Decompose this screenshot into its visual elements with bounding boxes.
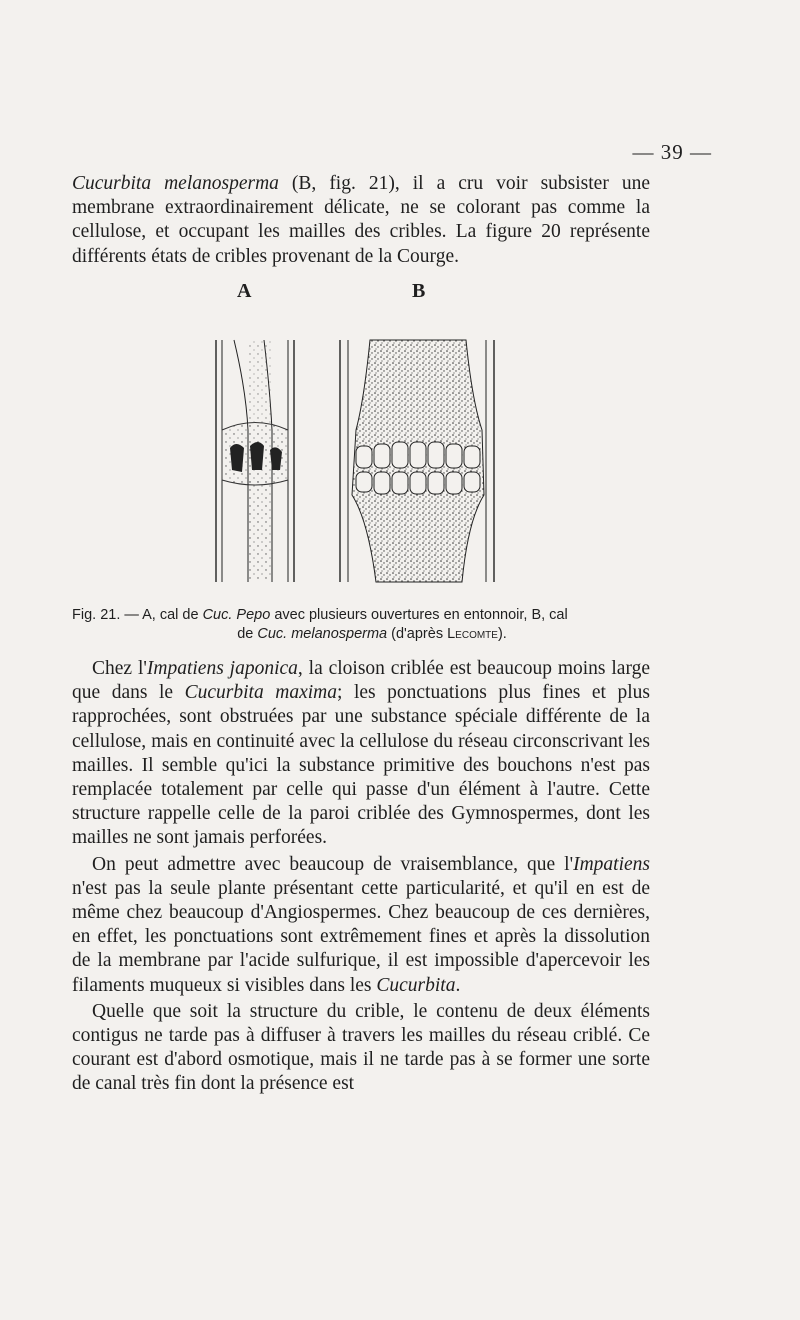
paragraph-2	[72, 853, 650, 998]
p1-text-c: ; les ponctuations plus fines et plus rapprochées, sont obstruées par une substance spéciale différente de la cellulose, mais en continuité avec la cellulose du réseau circonscrivant les mailles. Il semble qu'ici la substance primitive des bouchons n'est pas remplacée totalement par celle qui passe d'un élément à l'autre. Cette structure rappelle celle de la paroi criblée des Gymnospermes, dont les mailles ne sont jamais perforées.	[72, 682, 650, 849]
intro-paragraph	[72, 172, 650, 269]
paragraph-1	[72, 657, 650, 851]
body-text	[72, 657, 650, 1099]
caption-prefix: Fig. 21. — A, cal de	[72, 607, 203, 623]
sieve-plate-illustration	[200, 320, 520, 600]
p1-italic-1: Impatiens japonica	[146, 658, 298, 679]
intro-text: (B, fig. 21), il a cru voir subsister une membrane extraordinairement délicate, ne se colorant pas comme la cellulose, et occupant les mailles des cribles. La figure 20 représente différents états de cribles provenant de la Courge.	[72, 173, 650, 267]
p2-italic-1: Impatiens	[573, 853, 650, 875]
page-number: — 39 —	[632, 140, 712, 164]
caption-line2-prefix: de	[237, 626, 258, 642]
caption-mid: avec plusieurs ouvertures en entonnoir, B, cal	[270, 607, 568, 623]
figure-caption	[72, 606, 652, 644]
p1-text-a: Chez l'	[92, 658, 147, 679]
caption-author: Lecomte	[447, 626, 498, 642]
figure-label-b: B	[412, 280, 426, 302]
caption-italic-1: Cuc. Pepo	[202, 607, 271, 623]
p2-italic-2: Cucurbita	[376, 974, 456, 996]
p2-text-c: .	[455, 974, 461, 996]
intro-italic-genus: Cucurbita melanosperma	[72, 173, 279, 194]
caption-italic-2: Cuc. melanosperma	[257, 626, 388, 642]
paragraph-3: Quelle que soit la structure du crible, le contenu de deux éléments contigus ne tarde pas à diffuser à travers les mailles du réseau criblé. Ce courant est d'abord osmotique, mais il ne tarde pas à se former une sorte de canal très fin dont la présence est	[72, 1000, 650, 1095]
caption-line-2	[72, 625, 652, 644]
sieve-plate-cells-row-2	[356, 472, 480, 494]
p1-italic-2: Cucurbita maxima	[184, 682, 337, 704]
figure-a-drawing	[216, 340, 294, 582]
caption-after: (d'après	[387, 626, 448, 642]
p2-text-a: On peut admettre avec beaucoup de vraisemblance, que l'	[92, 853, 574, 875]
p2-text-b: n'est pas la seule plante présentant cette particularité, et qu'il en est de même chez beaucoup d'Angiospermes. Chez beaucoup de ces dernières, en effet, les ponctuations sont extrêmement fines et après la dissolution de la membrane par l'acide sulfurique, il est impossible d'apercevoir les filaments muqueux si visibles dans les	[72, 877, 650, 996]
figure-b-drawing	[340, 340, 494, 582]
caption-end: ).	[497, 626, 507, 642]
p1-text-b: , la cloison criblée est beaucoup moins large que dans le	[72, 658, 650, 704]
figure-label-a: A	[237, 280, 252, 302]
